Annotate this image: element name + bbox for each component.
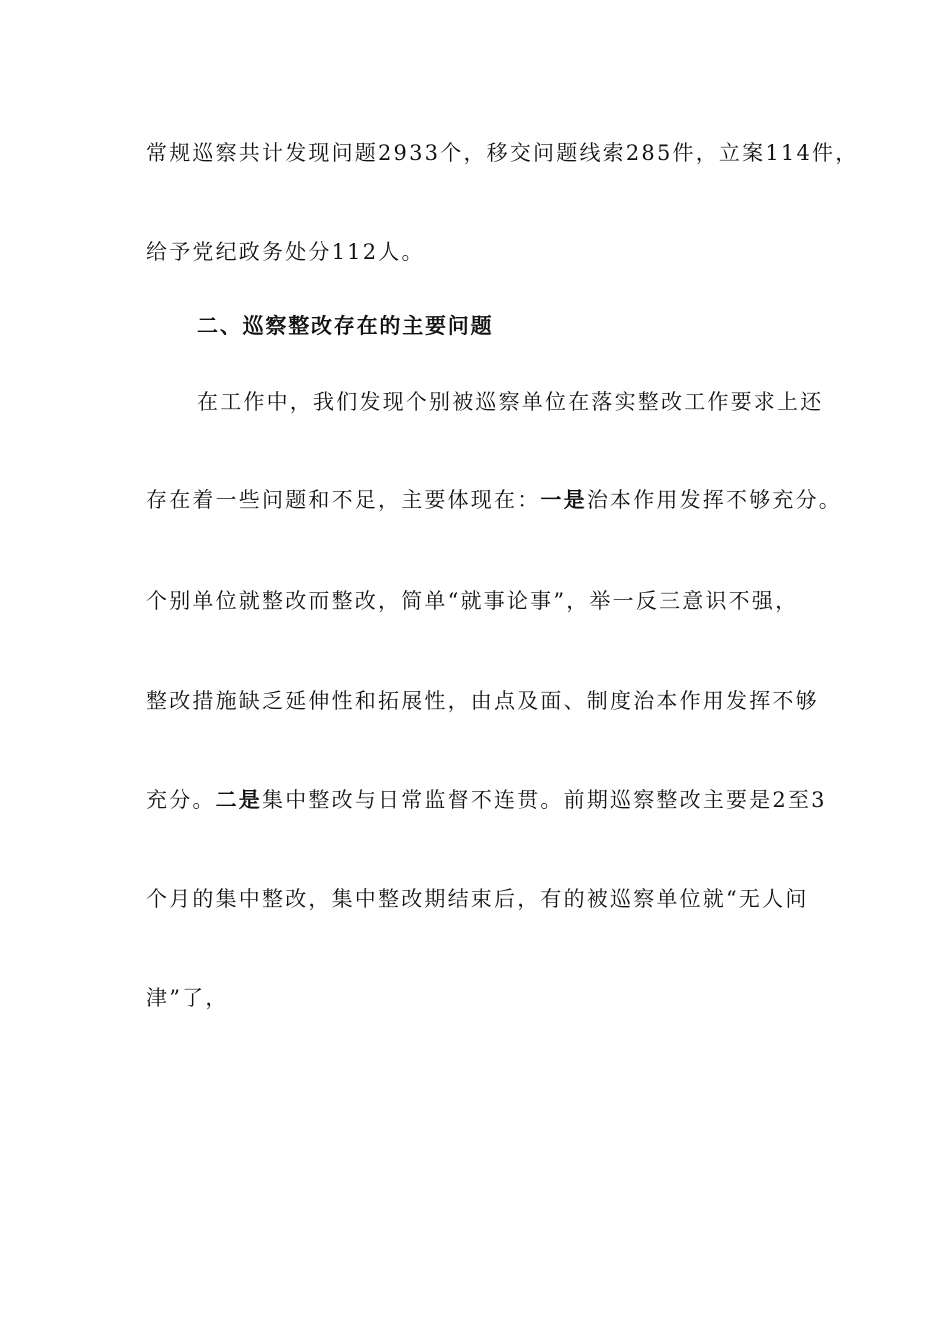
paragraph-line-2 <box>146 485 842 515</box>
paragraph-line-5 <box>146 785 827 815</box>
paragraph-line-2-text-b: 治本作用发挥不够充分。 <box>586 488 843 512</box>
emphasis-first-point: 一是 <box>540 488 587 512</box>
paragraph-line-5-text-a: 充分。 <box>146 788 216 812</box>
paragraph-line-6: 个月的集中整改，集中整改期结束后，有的被巡察单位就“无人问 <box>146 887 809 911</box>
paragraph-line-2-text-a: 存在着一些问题和不足，主要体现在： <box>146 488 541 512</box>
paragraph-line-5-text-b: 集中整改与日常监督不连贯。前期巡察整改主要是2至3 <box>262 788 827 812</box>
emphasis-second-point: 二是 <box>215 788 263 812</box>
paragraph-line-1: 在工作中，我们发现个别被巡察单位在落实整改工作要求上还 <box>197 390 824 414</box>
paragraph-line-3: 个别单位就整改而整改，简单“就事论事”，举一反三意识不强， <box>146 589 799 613</box>
text-line-2: 给予党纪政务处分112人。 <box>146 240 425 264</box>
paragraph-line-7: 津”了， <box>146 986 229 1010</box>
text-line-1: 常规巡察共计发现问题2933个，移交问题线索285件，立案114件， <box>146 141 859 165</box>
paragraph-line-4: 整改措施缺乏延伸性和拓展性，由点及面、制度治本作用发挥不够 <box>146 689 819 713</box>
section-heading: 二、巡察整改存在的主要问题 <box>197 314 494 338</box>
